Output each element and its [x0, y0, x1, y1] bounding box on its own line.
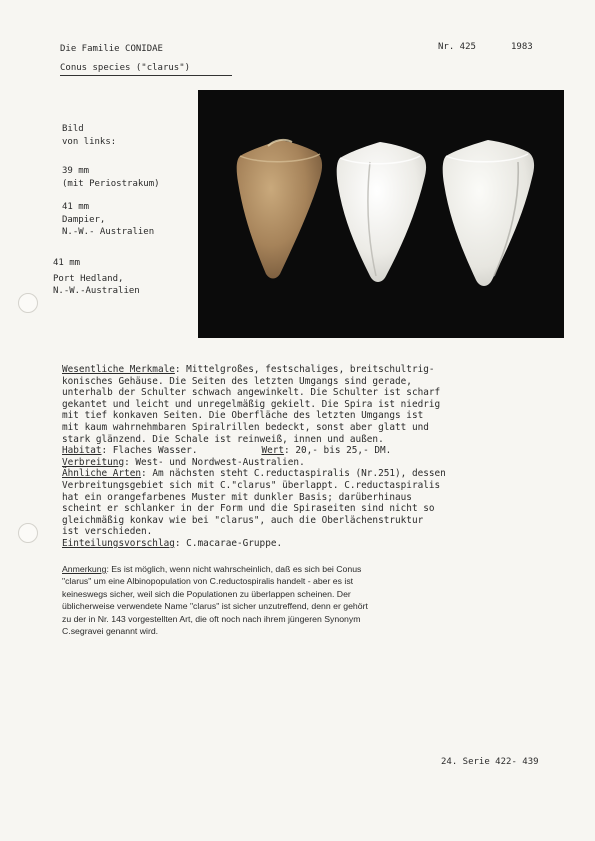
anmerkung-line-3: keineswegs sicher, weil sich die Populationen zu überlappen scheinen. Der: [62, 588, 351, 599]
merkmale-line-5: mit tief konkaven Seiten. Die Oberfläche des letzten Umgangs ist: [62, 410, 424, 422]
merkmale-line-6: mit kaum wahrnehmbaren Spiralrillen bedeckt, sonst aber glatt und: [62, 421, 429, 433]
anmerkung-label: Anmerkung: [62, 564, 107, 574]
punch-hole-bottom: [18, 523, 38, 543]
catalog-year: 1983: [511, 42, 533, 52]
arten-text-1: : Am nächsten steht C.reductaspiralis (Nr.251), dessen: [141, 468, 446, 480]
caption-heading-bild: Bild: [62, 124, 84, 134]
einteilung-label: Einteilungsvorschlag: [62, 537, 175, 549]
species-title: Conus species ("clarus"): [60, 63, 191, 73]
wert-label: Wert: [261, 445, 285, 457]
verbreitung-line: [62, 457, 556, 469]
merkmale-line-4: gekantet und leicht und unregelmäßig gekielt. Die Spira ist niedrig: [62, 398, 441, 410]
shell-1-size: 39 mm: [62, 166, 90, 176]
arten-line-2: Verbreitungsgebiet sich mit C."clarus" überlappt. C.reductaspiralis: [62, 479, 441, 491]
anmerkung-block: [62, 563, 556, 637]
family-title: Die Familie CONIDAE: [60, 44, 163, 54]
arten-line-1: [62, 468, 556, 480]
merkmale-line-7: stark glänzend. Die Schale ist reinweiß, innen und außen.: [62, 433, 384, 445]
catalog-number: Nr. 425: [438, 42, 476, 52]
merkmale-line-1: [62, 364, 556, 376]
arten-label: Ähnliche Arten: [62, 468, 142, 480]
merkmale-line-3: unterhalb der Schulter schwach angewinkelt. Die Schulter ist scharf: [62, 387, 441, 399]
merkmale-label: Wesentliche Merkmale: [62, 364, 175, 375]
einteilung-line: [62, 538, 556, 550]
einteilung-value: : C.macarae-Gruppe.: [174, 537, 283, 549]
caption-shell-3: [53, 257, 140, 298]
arten-line-4: scheint er schlanker in der Form und die Spiraseiten sind nicht so: [62, 503, 435, 515]
shell-3-size: 41 mm: [53, 258, 81, 268]
shell-2-size: 41 mm: [62, 202, 90, 212]
anmerkung-line-6: C.segravei genannt wird.: [62, 626, 159, 637]
arten-line-5: gleichmäßig konkav wie bei "clarus", auch die Oberlächenstruktur: [62, 514, 424, 526]
anmerkung-line-1: [62, 563, 556, 575]
punch-hole-top: [18, 293, 38, 313]
species-underline: [60, 75, 232, 76]
caption-heading-vonlinks: von links:: [62, 136, 117, 147]
shell-3-locality: Port Hedland,: [53, 273, 124, 284]
wert-value: : 20,- bis 25,- DM.: [284, 445, 392, 457]
shell-3-region: N.-W.-Australien: [53, 286, 140, 296]
habitat-line: [62, 445, 556, 457]
anmerkung-line-5: zu der in Nr. 143 vorgestellten Art, die oft noch nach ihrem jüngeren Synonym: [62, 613, 361, 624]
anmerkung-line-4: üblicherweise verwendete Name "clarus" ist sicher unzutreffend, denn er gehört: [62, 601, 368, 612]
arten-line-3: hat ein orangefarbenes Muster mit dunkler Basis; darüberhinaus: [62, 491, 412, 503]
caption-heading: [62, 123, 116, 148]
verbreitung-value: : West- und Nordwest-Australien.: [124, 456, 305, 468]
merkmale-text-1: : Mittelgroßes, festschaliges, breitschultrig-: [174, 364, 435, 375]
verbreitung-label: Verbreitung: [62, 456, 125, 468]
shell-1-note: (mit Periostrakum): [62, 178, 160, 189]
series-footer: 24. Serie 422- 439: [441, 757, 539, 767]
anmerkung-text-1: : Es ist möglich, wenn nicht wahrscheinlich, daß es sich bei Conus: [106, 564, 362, 574]
anmerkung-line-2: "clarus" um eine Albinopopulation von C.reductospiralis handelt - aber es ist: [62, 576, 354, 587]
shell-2-locality: Dampier,: [62, 214, 106, 225]
merkmale-line-2: konisches Gehäuse. Die Seiten des letzten Umgangs sind gerade,: [62, 375, 412, 387]
habitat-value: : Flaches Wasser.: [101, 445, 198, 457]
caption-shell-1: [62, 165, 160, 190]
shell-photograph: [198, 90, 564, 338]
shell-photo-svg: [198, 90, 564, 338]
shell-2-region: N.-W.- Australien: [62, 227, 155, 237]
arten-line-6: ist verschieden.: [62, 526, 153, 538]
description-block: [62, 364, 556, 550]
caption-shell-2: [62, 201, 154, 239]
habitat-label: Habitat: [62, 445, 102, 457]
